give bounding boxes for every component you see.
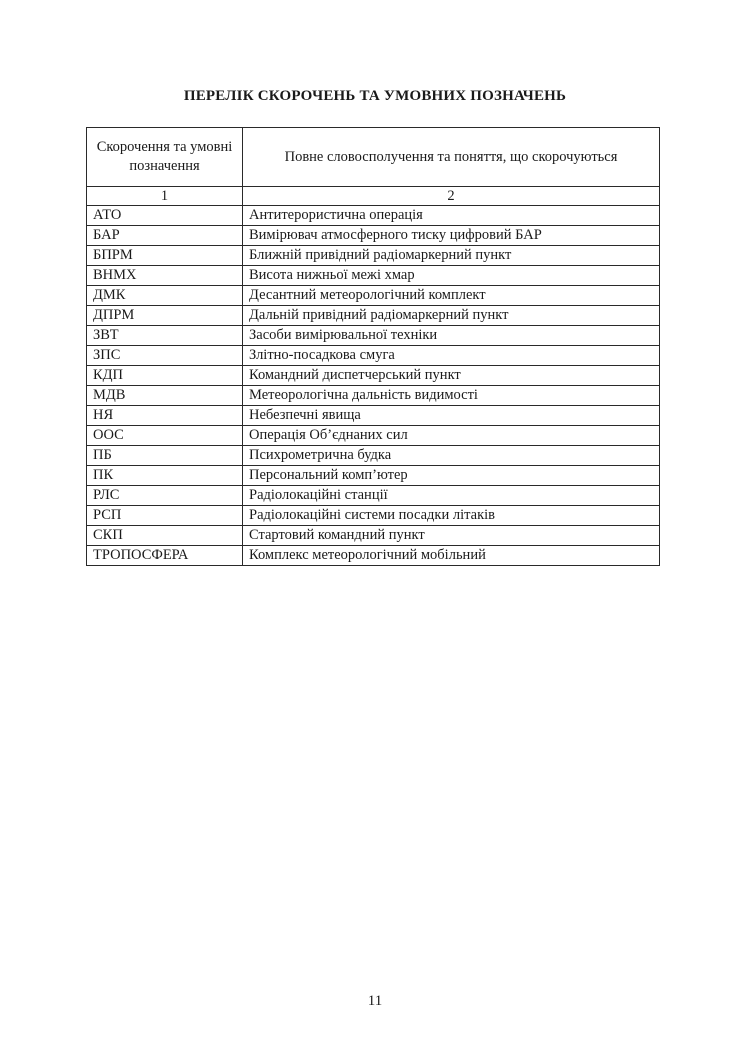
- abbreviation-cell: МДВ: [87, 386, 243, 406]
- definition-cell: Дальній привідний радіомаркерний пункт: [243, 306, 660, 326]
- definition-cell: Психрометрична будка: [243, 446, 660, 466]
- table-row: [87, 466, 660, 486]
- table-row: [87, 526, 660, 546]
- definition-cell: Радіолокаційні системи посадки літаків: [243, 506, 660, 526]
- abbreviation-cell: СКП: [87, 526, 243, 546]
- header-full-term: Повне словосполучення та поняття, що скорочуються: [243, 128, 660, 187]
- table-row: [87, 506, 660, 526]
- table-row: [87, 446, 660, 466]
- definition-cell: Командний диспетчерський пункт: [243, 366, 660, 386]
- abbreviations-table: [86, 127, 660, 566]
- table-row: [87, 426, 660, 446]
- table-row: [87, 326, 660, 346]
- definition-cell: Висота нижньої межі хмар: [243, 266, 660, 286]
- definition-cell: Радіолокаційні станції: [243, 486, 660, 506]
- abbreviation-cell: АТО: [87, 206, 243, 226]
- table-row: [87, 406, 660, 426]
- table-row: [87, 246, 660, 266]
- definition-cell: Небезпечні явища: [243, 406, 660, 426]
- column-number-1: 1: [87, 187, 243, 206]
- definition-cell: Стартовий командний пункт: [243, 526, 660, 546]
- table-row: [87, 206, 660, 226]
- table-row: [87, 286, 660, 306]
- table-row: [87, 386, 660, 406]
- table-body: [87, 206, 660, 566]
- page-title: ПЕРЕЛІК СКОРОЧЕНЬ ТА УМОВНИХ ПОЗНАЧЕНЬ: [183, 88, 567, 104]
- abbreviation-cell: ЗПС: [87, 346, 243, 366]
- table-row: [87, 226, 660, 246]
- table-header-row: [87, 128, 660, 187]
- definition-cell: Антитерористична операція: [243, 206, 660, 226]
- page-number: 11: [367, 993, 383, 1009]
- definition-cell: Злітно-посадкова смуга: [243, 346, 660, 366]
- definition-cell: Десантний метеорологічний комплект: [243, 286, 660, 306]
- abbreviation-cell: БПРМ: [87, 246, 243, 266]
- abbreviation-cell: ЗВТ: [87, 326, 243, 346]
- definition-cell: Операція Об’єднаних сил: [243, 426, 660, 446]
- definition-cell: Комплекс метеорологічний мобільний: [243, 546, 660, 566]
- definition-cell: Метеорологічна дальність видимості: [243, 386, 660, 406]
- abbreviation-cell: ПБ: [87, 446, 243, 466]
- definition-cell: Ближній привідний радіомаркерний пункт: [243, 246, 660, 266]
- table-row: [87, 306, 660, 326]
- table-row: [87, 266, 660, 286]
- header-abbreviation: Скорочення та умовні позначення: [87, 128, 243, 187]
- abbreviation-cell: НЯ: [87, 406, 243, 426]
- abbreviation-cell: ПК: [87, 466, 243, 486]
- table-row: [87, 346, 660, 366]
- abbreviation-cell: ДМК: [87, 286, 243, 306]
- definition-cell: Персональний комп’ютер: [243, 466, 660, 486]
- abbreviation-cell: РЛС: [87, 486, 243, 506]
- column-number-2: 2: [243, 187, 660, 206]
- table-row: [87, 486, 660, 506]
- abbreviation-cell: ТРОПОСФЕРА: [87, 546, 243, 566]
- table-row: [87, 366, 660, 386]
- definition-cell: Вимірювач атмосферного тиску цифровий БАР: [243, 226, 660, 246]
- abbreviation-cell: ВНМХ: [87, 266, 243, 286]
- abbreviation-cell: ООС: [87, 426, 243, 446]
- abbreviation-cell: БАР: [87, 226, 243, 246]
- abbreviation-cell: РСП: [87, 506, 243, 526]
- definition-cell: Засоби вимірювальної техніки: [243, 326, 660, 346]
- abbreviation-cell: ДПРМ: [87, 306, 243, 326]
- table-row: [87, 546, 660, 566]
- abbreviation-cell: КДП: [87, 366, 243, 386]
- column-number-row: [87, 187, 660, 206]
